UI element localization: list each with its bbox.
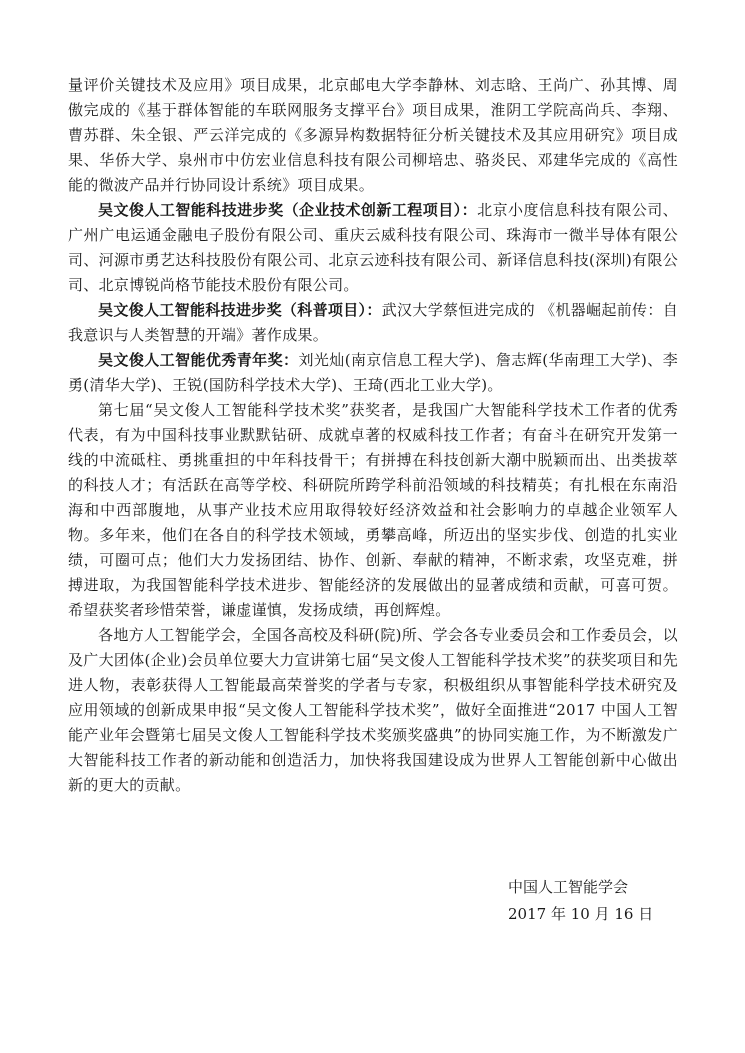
award-category-label: 吴文俊人工智能科技进步奖（企业技术创新工程项目）： — [98, 201, 478, 219]
paragraph-text: 北京小度信息科技有限公司、广州广电运通金融电子股份有限公司、重庆云威科技有限公司、珠海市一微半导体有限公司、河源市勇艺达科技股份有限公司、北京云迹科技有限公司、新译信息科技(深圳)有限公司、北京博锐尚格节能技术股份有限公司。 — [68, 201, 678, 294]
award-category-label: 吴文俊人工智能科技进步奖（科普项目）： — [98, 301, 382, 319]
paragraph-text: 第七届“吴文俊人工智能科学技术奖”获奖者，是我国广大智能科学技术工作者的优秀代表，有为中国科技事业默默钻研、成就卓著的权威科技工作者；有奋斗在研究开发第一线的中流砥柱、勇挑重担的中年科技骨干；有拼搏在科技创新大潮中脱颖而出、出类拔萃的科技人才；有活跃在高等学校、科研院所跨学科前沿领域的科技精英；有扎根在东南沿海和中西部腹地，从事产业技术应用取得较好经济效益和社会影响力的卓越企业领军人物。多年来，他们在各自的科学技术领域，勇攀高峰，所迈出的坚实步伐、创造的扎实业绩，可圈可点；他们大力发扬团结、协作、创新、奉献的精神，不断求索，攻坚克难，拼搏进取，为我国智能科学技术进步、智能经济的发展做出的显著成绩和贡献，可喜可贺。希望获奖者珍惜荣誉，谦虚谨慎，发扬成绩，再创辉煌。 — [68, 401, 678, 619]
signature-date: 2017 年 10 月 16 日 — [508, 905, 654, 923]
award-category-label: 吴文俊人工智能优秀青年奖： — [98, 351, 299, 369]
paragraph-progress-award-science-popularization — [68, 298, 678, 348]
paragraph-winners-commendation — [68, 398, 678, 623]
paragraph-outstanding-youth-award — [68, 348, 678, 398]
paragraph-call-to-action — [68, 623, 678, 798]
paragraph-text: 量评价关键技术及应用》项目成果，北京邮电大学李静林、刘志晗、王尚广、孙其博、周傲完成的《基于群体智能的车联网服务支撑平台》项目成果，淮阴工学院高尚兵、李翔、曹苏群、朱全银、严云洋完成的《多源异构数据特征分析关键技术及其应用研究》项目成果、华侨大学、泉州市中仿宏业信息科技有限公司柳培忠、骆炎民、邓建华完成的《高性能的微波产品并行协同设计系统》项目成果。 — [68, 76, 678, 194]
paragraph-award-results-continuation — [68, 73, 678, 198]
paragraph-progress-award-enterprise — [68, 198, 678, 298]
paragraph-text: 各地方人工智能学会，全国各高校及科研(院)所、学会各专业委员会和工作委员会，以及广大团体(企业)会员单位要大力宣讲第七届“吴文俊人工智能科学技术奖”的获奖项目和先进人物，表彰获得人工智能最高荣誉奖的学者与专家，积极组织从事智能科学技术研究及应用领域的创新成果申报“吴文俊人工智能科学技术奖”，做好全面推进“2017 中国人工智能产业年会暨第七届吴文俊人工智能科学技术奖颁奖盛典”的协同实施工作，为不断激发广大智能科技工作者的新动能和创造活力，加快将我国建设成为世界人工智能创新中心做出新的更大的贡献。 — [68, 626, 678, 794]
paragraph-text: 刘光灿(南京信息工程大学)、詹志辉(华南理工大学)、李勇(清华大学)、王锐(国防科学技术大学)、王琦(西北工业大学)。 — [68, 351, 678, 394]
signature-organization: 中国人工智能学会 — [508, 878, 629, 896]
signature-block — [508, 874, 678, 928]
document-body — [68, 73, 678, 798]
paragraph-text: 武汉大学蔡恒进完成的 《机器崛起前传：自我意识与人类智慧的开端》著作成果。 — [68, 301, 678, 344]
